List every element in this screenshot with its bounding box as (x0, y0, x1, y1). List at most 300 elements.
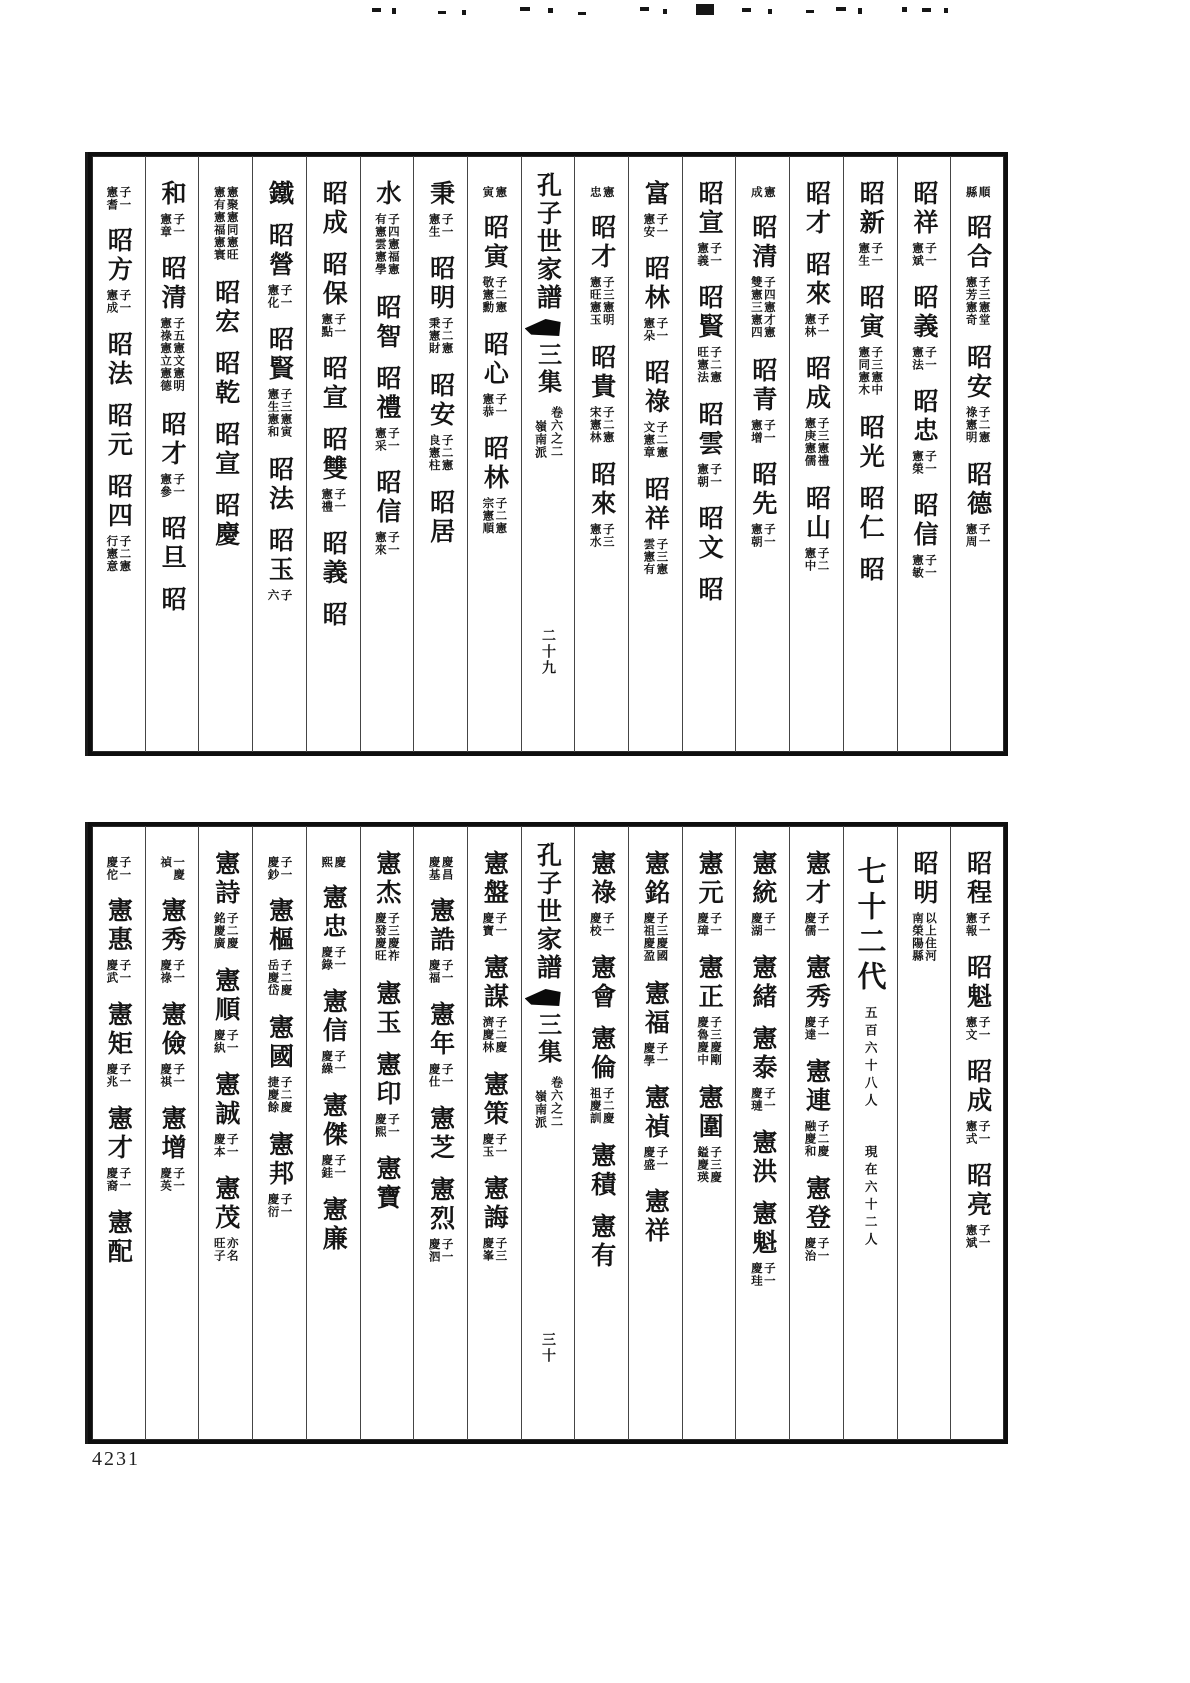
entry (104, 402, 134, 460)
entry-name: 憲配 (104, 1209, 134, 1267)
entry (480, 435, 510, 539)
entry-note: 子一憲成 (105, 289, 133, 314)
entry-name: 憲誥 (426, 897, 456, 955)
entry-name: 憲泰 (748, 1025, 778, 1083)
entry (965, 214, 991, 331)
entry (750, 1025, 776, 1116)
genealogy-column (628, 156, 682, 752)
entry (428, 180, 454, 242)
entry-name: 憲忠 (319, 884, 349, 942)
entry-name: 憲寶 (372, 1155, 402, 1213)
entry (480, 954, 510, 1058)
entry-note: 子一慶錄 (320, 946, 348, 971)
entry (213, 967, 239, 1058)
scan-noise (922, 8, 931, 12)
entry-note: 子一憲義 (696, 242, 724, 267)
scan-noise (836, 7, 846, 11)
entry-note: 子一憲點 (320, 313, 348, 338)
entry-name: 憲倫 (587, 1025, 617, 1083)
entry-name: 憲正 (695, 954, 725, 1012)
page-number: 三十 (540, 1332, 557, 1364)
entry-note: 子一慶玉 (481, 1133, 509, 1158)
entry (589, 344, 615, 448)
entry-note: 子一憲周 (964, 523, 992, 548)
entry-note: 子四憲才憲雙憲三憲四 (749, 276, 777, 339)
genealogy-column (574, 826, 628, 1440)
entry-name: 富 (641, 180, 671, 209)
entry (911, 850, 937, 967)
scan-noise (944, 8, 948, 13)
entry-name: 昭宏 (211, 279, 241, 337)
entry-name: 昭寅 (480, 214, 510, 272)
entry-note: 子一慶璋 (696, 912, 724, 937)
entry-name: 憲邦 (265, 1131, 295, 1189)
entry-note: 子二憲敬憲勳 (481, 276, 509, 314)
entry-note: 子一憲耆 (105, 186, 133, 211)
entry-name: 昭宣 (695, 180, 725, 238)
entry (750, 182, 776, 202)
entry (750, 1200, 776, 1291)
entry (428, 897, 454, 988)
entry (641, 476, 671, 580)
entry (213, 1071, 239, 1162)
genealogy-column (574, 156, 628, 752)
entry-name: 憲謀 (480, 954, 510, 1012)
entry-note: 子三憲明憲旺憲玉 (588, 276, 616, 326)
scan-noise (806, 10, 814, 13)
entry (965, 850, 991, 941)
entry-note: 子一慶福 (427, 959, 455, 984)
entry (319, 1092, 349, 1183)
entry-note: 子一憲采 (373, 427, 401, 452)
bottom-box-columns (92, 826, 1004, 1440)
generation-count: 現在六十二人 (863, 1145, 879, 1250)
entry (480, 850, 510, 941)
entry-name: 昭山 (802, 485, 832, 543)
genealogy-table-page-29 (88, 152, 1008, 756)
entry-note: 子三憲禮憲庚憲儒 (803, 417, 831, 467)
entry (267, 180, 293, 209)
entry (213, 492, 239, 550)
entry (158, 897, 188, 988)
entry (695, 576, 725, 605)
scan-noise (742, 8, 751, 12)
entry (695, 1084, 725, 1188)
entry-note: 子一憲化 (266, 284, 294, 309)
entry (428, 489, 454, 547)
entry (641, 980, 671, 1071)
scan-noise (640, 7, 649, 11)
entry-name: 昭安 (426, 372, 456, 430)
entry-note: 子二憲祿憲明 (964, 406, 992, 444)
entry-note: 子一憲章 (159, 213, 187, 238)
entry (965, 182, 991, 202)
entry-name: 昭寅 (856, 284, 886, 342)
entry-name: 昭魁 (963, 954, 993, 1012)
entry-name: 昭心 (480, 331, 510, 389)
scan-noise (438, 11, 446, 14)
genealogy-column (360, 156, 414, 752)
genealogy-column (92, 826, 145, 1440)
entry (267, 1131, 293, 1222)
entry (428, 372, 454, 476)
entry-name: 憲印 (372, 1051, 402, 1109)
entry (267, 1014, 293, 1118)
entry-note: 子二慶祖慶訓 (588, 1087, 616, 1125)
entry-name: 昭先 (748, 461, 778, 519)
entry-note: 子三慶鎰慶瑛 (696, 1146, 724, 1184)
entry-name: 憲會 (587, 954, 617, 1012)
genealogy-column (306, 156, 360, 752)
entry-note: 子二慶岳慶岱 (266, 959, 294, 997)
entry (589, 1213, 615, 1271)
entry-note: 子二憲秉憲財 (427, 317, 455, 355)
entry-name: 昭四 (104, 473, 134, 531)
entry-name: 昭明 (426, 255, 456, 313)
entry-name: 憲盤 (480, 850, 510, 908)
entry-name: 鐵 (265, 180, 295, 209)
entry-note: 以上住河南榮陽縣 (910, 912, 938, 962)
entry-name: 昭營 (265, 222, 295, 280)
entry (213, 1175, 239, 1266)
collection-label: 三集 (533, 342, 563, 396)
entry-name: 昭宣 (319, 355, 349, 413)
entry-name: 憲才 (104, 1105, 134, 1163)
entry-name: 昭來 (587, 461, 617, 519)
entry-name: 昭林 (480, 435, 510, 493)
entry-name: 昭元 (104, 402, 134, 460)
entry (213, 421, 239, 479)
entry-note: 子一憲式 (964, 1120, 992, 1145)
entry (750, 954, 776, 1012)
entry-name: 憲福 (641, 980, 671, 1038)
entry (480, 1175, 510, 1266)
entry-note: 子二慶銘慶廣 (212, 912, 240, 950)
genealogy-column (467, 826, 521, 1440)
entry-name: 憲登 (802, 1175, 832, 1233)
genealogy-column (789, 156, 843, 752)
scan-noise (372, 8, 381, 12)
entry (911, 388, 937, 479)
entry-name: 昭安 (963, 344, 993, 402)
entry-name: 憲儉 (158, 1001, 188, 1059)
entry (374, 1051, 400, 1142)
entry (804, 1058, 830, 1162)
scan-noise (858, 8, 862, 14)
entry-name: 憲元 (695, 850, 725, 908)
entry (267, 527, 293, 605)
genealogy-column (682, 156, 736, 752)
entry (428, 255, 454, 359)
entry-note: 子一慶繰 (320, 1050, 348, 1075)
entry-note: 子三慶國慶祖慶盈 (642, 912, 670, 962)
entry-name: 昭才 (587, 214, 617, 272)
entry-note: 子一慶熙 (373, 1113, 401, 1138)
entry (804, 850, 830, 941)
entry-name: 昭青 (748, 357, 778, 415)
entry-note: 子一憲敏 (910, 554, 938, 579)
entry-name: 憲積 (587, 1142, 617, 1200)
entry (804, 485, 830, 576)
entry-note: 一慶禎 (159, 856, 187, 881)
entry (428, 1176, 454, 1267)
entry-note: 子一慶祿 (159, 959, 187, 984)
entry (965, 344, 991, 448)
genealogy-column (252, 826, 306, 1440)
entry-name: 昭雲 (695, 401, 725, 459)
entry (213, 350, 239, 408)
entry-name: 憲洪 (748, 1129, 778, 1187)
entry (965, 1162, 991, 1253)
entry (374, 365, 400, 456)
entry-name: 昭旦 (158, 515, 188, 573)
entry (695, 401, 725, 492)
entry-note: 子三憲堂憲芳憲奇 (964, 276, 992, 326)
genealogy-column (145, 156, 199, 752)
entry (213, 279, 239, 337)
entry-note: 子一慶本 (212, 1133, 240, 1158)
entry-name: 憲傑 (319, 1092, 349, 1150)
genealogy-column (92, 156, 145, 752)
genealogy-column (897, 826, 951, 1440)
entry-note: 子一慶鈔 (266, 856, 294, 881)
entry (104, 473, 134, 577)
entry-note: 子二憲良憲柱 (427, 434, 455, 472)
entry-note: 子二憲中 (803, 547, 831, 572)
entry (641, 180, 671, 242)
genealogy-column (198, 826, 252, 1440)
entry-name: 昭保 (319, 251, 349, 309)
entry-note: 子一憲林 (803, 313, 831, 338)
entry (589, 461, 615, 552)
entry-name: 昭雙 (319, 426, 349, 484)
entry (641, 359, 671, 463)
entry (374, 980, 400, 1038)
entry (911, 180, 937, 271)
entry-note: 子一慶祺 (159, 1063, 187, 1088)
entry-note: 子一憲生 (857, 242, 885, 267)
entry-name: 昭 (158, 586, 188, 615)
generation-heading-column (843, 826, 897, 1440)
entry (589, 1142, 615, 1200)
scan-noise (768, 9, 772, 14)
entry-name: 昭祥 (909, 180, 939, 238)
entry-name: 昭玉 (265, 527, 295, 585)
entry-note: 子三憲中憲同憲木 (857, 346, 885, 396)
entry-note: 憲寅 (481, 186, 509, 199)
entry-name: 憲秀 (158, 897, 188, 955)
entry-note: 子一憲增 (749, 419, 777, 444)
scan-noise (520, 7, 530, 11)
entry (374, 1155, 400, 1213)
entry-name: 昭祿 (641, 359, 671, 417)
entry (104, 897, 134, 988)
entry-name: 昭明 (909, 850, 939, 908)
entry (374, 850, 400, 967)
entry-note: 子一慶紈 (212, 1029, 240, 1054)
entry-note: 子一慶兆 (105, 1063, 133, 1088)
entry-note: 子一憲報 (964, 912, 992, 937)
entry-name: 憲誨 (480, 1175, 510, 1233)
entry (267, 456, 293, 514)
entry (695, 954, 725, 1071)
entry (105, 182, 131, 215)
entry (319, 1196, 349, 1254)
entry-name: 昭清 (748, 214, 778, 272)
entry (856, 180, 886, 271)
entry (158, 1105, 188, 1196)
entry-name: 昭法 (265, 456, 295, 514)
genealogy-column (735, 826, 789, 1440)
entry-note: 子二憲宗憲順 (481, 497, 509, 535)
entry (104, 227, 134, 318)
entry (104, 1105, 134, 1196)
scan-noise (392, 8, 396, 14)
entry-name: 昭清 (158, 255, 188, 313)
entry-name: 昭 (856, 556, 886, 585)
entry-name: 昭成 (963, 1058, 993, 1116)
entry-note: 子二慶濟慶林 (481, 1016, 509, 1054)
entry (480, 214, 510, 318)
entry (856, 485, 886, 543)
entry (804, 355, 830, 472)
entry-note: 子一慶儒 (803, 912, 831, 937)
book-title: 孔子世家譜 (533, 172, 563, 312)
entry-name: 憲矩 (104, 1001, 134, 1059)
entry-name: 昭文 (695, 505, 725, 563)
entry-name: 和 (158, 180, 188, 209)
genealogy-column (198, 156, 252, 752)
entry (267, 852, 293, 885)
entry (158, 180, 188, 242)
book-title: 孔子世家譜 (533, 842, 563, 982)
entry (319, 530, 349, 588)
genealogy-column (252, 156, 306, 752)
entry-note: 子二憲旺憲法 (696, 346, 724, 384)
entry-name: 昭忠 (909, 388, 939, 446)
scan-noise (663, 9, 667, 14)
entry-note: 子二慶捷慶餘 (266, 1076, 294, 1114)
entry-name: 水 (372, 180, 402, 209)
entry (319, 884, 349, 975)
entry-name: 憲詩 (211, 850, 241, 908)
entry-name: 憲杰 (372, 850, 402, 908)
entry (911, 284, 937, 375)
entry-note: 子一慶校 (588, 912, 616, 937)
entry-name: 昭成 (802, 355, 832, 413)
entry (589, 954, 615, 1012)
entry-note: 子一憲朝 (749, 523, 777, 548)
entry-note: 子二憲行憲意 (105, 535, 133, 573)
entry-note: 子三憲水 (588, 523, 616, 548)
entry (641, 1188, 671, 1246)
entry (374, 469, 400, 560)
entry-name: 昭宣 (211, 421, 241, 479)
entry-name: 憲廉 (319, 1196, 349, 1254)
entry-name: 昭 (695, 576, 725, 605)
entry (158, 1001, 188, 1092)
entry (965, 1058, 991, 1149)
entry (320, 852, 346, 872)
entry (804, 954, 830, 1045)
entry (804, 180, 830, 238)
entry-name: 昭才 (802, 180, 832, 238)
genealogy-column (413, 156, 467, 752)
entry-note: 子一慶盛 (642, 1146, 670, 1171)
entry-note: 亦名旺子 (212, 1237, 240, 1262)
entry (374, 294, 400, 352)
entry-note: 子二憲文憲章 (642, 421, 670, 459)
entry-name: 憲有 (587, 1213, 617, 1271)
entry-name: 憲統 (748, 850, 778, 908)
entry (104, 331, 134, 389)
genealogy-column (789, 826, 843, 1440)
entry-name: 昭仁 (856, 485, 886, 543)
entry-name: 昭祥 (641, 476, 671, 534)
genealogy-column (950, 156, 1004, 752)
entry (856, 414, 886, 472)
entry (589, 1025, 615, 1129)
entry (480, 1071, 510, 1162)
entry-name: 憲樞 (265, 897, 295, 955)
genealogy-column (413, 826, 467, 1440)
entry (428, 1001, 454, 1092)
entry-name: 憲秀 (802, 954, 832, 1012)
entry-name: 憲誠 (211, 1071, 241, 1129)
branch-label: 嶺南派 (533, 420, 548, 459)
volume-label: 卷六之二 (549, 1076, 564, 1128)
entry-name: 憲圍 (695, 1084, 725, 1142)
entry-note: 子一慶銈 (320, 1154, 348, 1179)
entry-note: 子一慶湖 (749, 912, 777, 937)
entry-name: 憲惠 (104, 897, 134, 955)
entry-name: 昭光 (856, 414, 886, 472)
entry (319, 355, 349, 413)
entry-note: 憲忠 (588, 186, 616, 199)
entry-note: 子三憲寅憲生憲和 (266, 388, 294, 438)
generation-count: 五百六十八人 (863, 1006, 879, 1111)
entry-name: 昭慶 (211, 492, 241, 550)
entry-note: 子六 (266, 589, 294, 602)
entry-name: 昭信 (372, 469, 402, 527)
entry-note: 子一慶裔 (105, 1167, 133, 1192)
entry-name: 昭乾 (211, 350, 241, 408)
entry-note: 子一慶璉 (749, 1087, 777, 1112)
entry-note: 子一憲法 (910, 346, 938, 371)
entry (911, 492, 937, 583)
entry (750, 1129, 776, 1187)
entry-note: 子三憲雲憲有 (642, 538, 670, 576)
entry (319, 988, 349, 1079)
genealogy-column (628, 826, 682, 1440)
entry-note: 子一憲生 (427, 213, 455, 238)
top-box-columns (92, 156, 1004, 752)
entry-name: 秉 (426, 180, 456, 209)
entry-name: 憲茂 (211, 1175, 241, 1233)
entry-name: 昭成 (319, 180, 349, 238)
entry-name: 憲緒 (748, 954, 778, 1012)
brush-mark-icon (525, 319, 561, 336)
entry-note: 憲聚憲同憲旺憲有憲福憲寰 (212, 186, 240, 261)
entry (104, 1209, 134, 1267)
entry-name: 昭賢 (265, 326, 295, 384)
genealogy-column (467, 156, 521, 752)
entry-name: 憲玉 (372, 980, 402, 1038)
entry-note: 順縣 (964, 186, 992, 199)
entry-note: 子一慶達 (803, 1016, 831, 1041)
entry-name: 昭亮 (963, 1162, 993, 1220)
entry (856, 556, 886, 585)
